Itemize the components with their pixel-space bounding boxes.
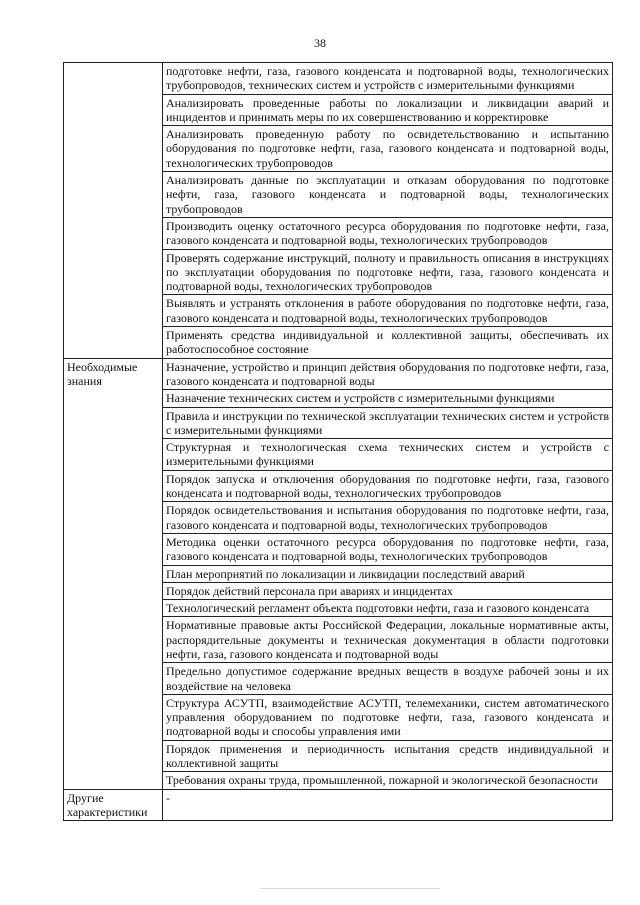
list-item: Предельно допустимое содержание вредных веществ в воздухе рабочей зоны и их воздействие на человека: [163, 663, 612, 695]
list-item: Производить оценку остаточного ресурса оборудования по подготовке нефти, газа, газового конденсата и подтоварной воды, технологических трубопроводов: [163, 218, 612, 250]
list-item: Структурная и технологическая схема технических систем и устройств с измерительными функциями: [163, 439, 612, 471]
list-item: Методика оценки остаточного ресурса оборудования по подготовке нефти, газа, газового конденсата и подтоварной воды, технологических трубопроводов: [163, 534, 612, 566]
table-row-other: [64, 789, 613, 820]
row-content: [163, 789, 613, 820]
row-content: [163, 358, 613, 789]
item-list: [163, 63, 612, 358]
requirements-table: [63, 62, 613, 821]
list-item: подготовке нефти, газа, газового конденсата и подтоварной воды, технологических трубопроводов, технических систем и устройств с измерительными функциями: [163, 63, 612, 95]
list-item: Назначение, устройство и принцип действия оборудования по подготовке нефти, газа, газового конденсата и подтоварной воды: [163, 359, 612, 391]
list-item: Проверять содержание инструкций, полноту и правильность описания в инструкциях по эксплуатации оборудования по подготовке нефти, газа, газового конденсата и подтоварной воды, технологических трубопроводов: [163, 250, 612, 296]
table-row-skills: [64, 63, 613, 359]
table-row-knowledge: [64, 358, 613, 789]
row-content: [163, 63, 613, 359]
list-item: Технологический регламент объекта подготовки нефти, газа и газового конденсата: [163, 600, 612, 617]
row-label-knowledge: Необходимые знания: [64, 358, 163, 789]
list-item: Порядок освидетельствования и испытания оборудования по подготовке нефти, газа, газового конденсата и подтоварной воды, технологических трубопроводов: [163, 502, 612, 534]
page-number: 38: [314, 36, 326, 50]
list-item: Анализировать данные по эксплуатации и отказам оборудования по подготовке нефти, газа, газового конденсата и подтоварной воды, технологических трубопроводов: [163, 172, 612, 218]
item-list: [163, 359, 612, 789]
list-item: Структура АСУТП, взаимодействие АСУТП, телемеханики, систем автоматического управления оборудованием по подготовке нефти, газа, газового конденсата и подтоварной воды и способы управления ими: [163, 695, 612, 741]
list-item: Порядок действий персонала при авариях и инцидентах: [163, 583, 612, 600]
list-item: Назначение технических систем и устройств с измерительными функциями: [163, 390, 612, 407]
list-item: Правила и инструкции по технической эксплуатации технических систем и устройств с измерительными функциями: [163, 408, 612, 440]
list-item: Анализировать проведенную работу по освидетельствованию и испытанию оборудования по подготовке нефти, газа, газового конденсата и подтоварной воды, технологических трубопроводов: [163, 126, 612, 172]
list-item: Требования охраны труда, промышленной, пожарной и экологической безопасности: [166, 773, 598, 788]
list-item: Порядок запуска и отключения оборудования по подготовке нефти, газа, газового конденсата и подтоварной воды, технологических трубопроводов: [163, 471, 612, 503]
scan-artifact-line: [260, 888, 440, 889]
list-item: Применять средства индивидуальной и коллективной защиты, обеспечивать их работоспособное состояние: [166, 328, 609, 357]
other-value: -: [166, 790, 170, 805]
list-item: Выявлять и устранять отклонения в работе оборудования по подготовке нефти, газа, газового конденсата и подтоварной воды, технологических трубопроводов: [163, 295, 612, 327]
list-item: План мероприятий по локализации и ликвидации последствий аварий: [163, 566, 612, 583]
row-label: [64, 63, 163, 359]
list-item: Порядок применения и периодичность испытания средств индивидуальной и коллективной защиты: [163, 741, 612, 773]
list-item: Анализировать проведенные работы по локализации и ликвидации аварий и инцидентов и принимать меры по их совершенствованию и корректировке: [163, 95, 612, 127]
row-label-other: Другие характеристики: [64, 789, 163, 820]
list-item: Нормативные правовые акты Российской Федерации, локальные нормативные акты, распорядительные документы и техническая документация в области подготовки нефти, газа, газового конденсата и подтоварной воды: [163, 617, 612, 663]
